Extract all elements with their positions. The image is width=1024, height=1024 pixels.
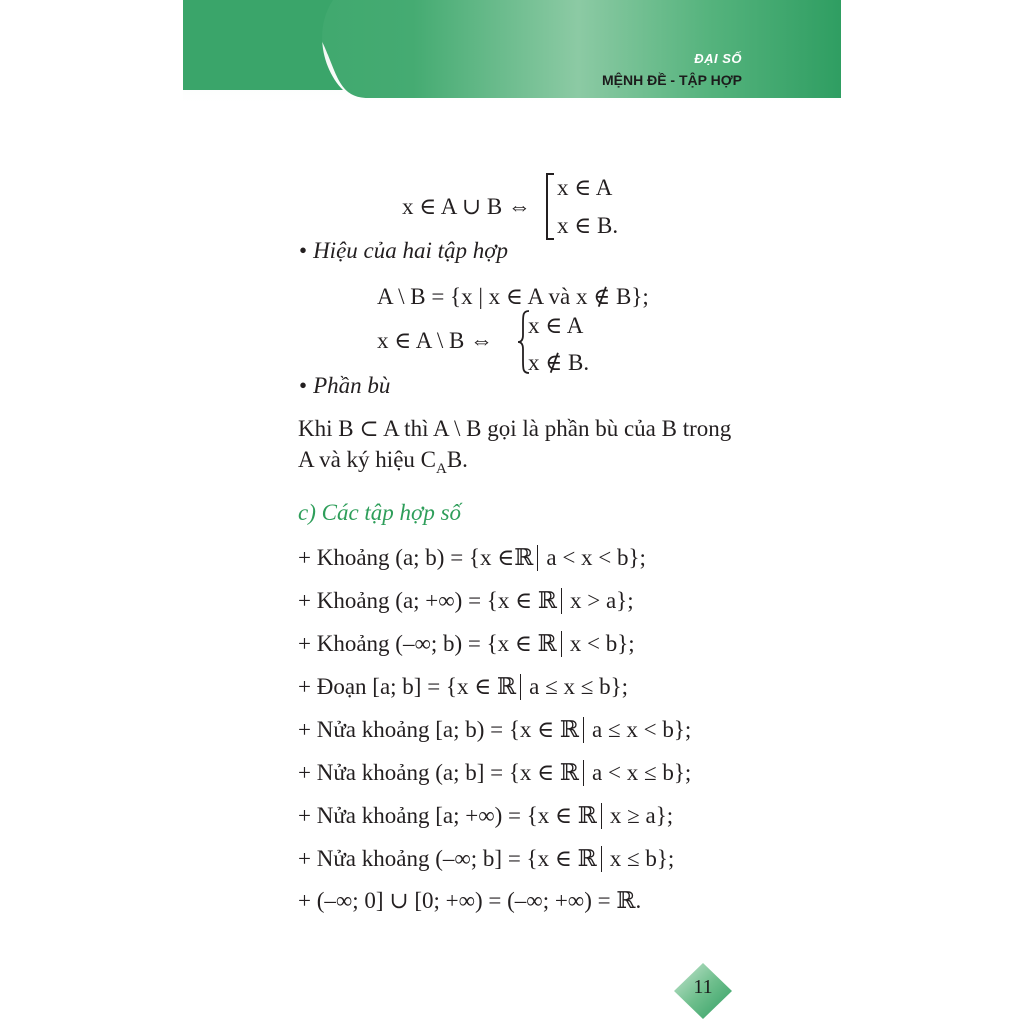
page-number: 11	[693, 976, 713, 998]
number-set-item	[298, 631, 635, 657]
chapter-title: MỆNH ĐỀ - TẬP HỢP	[601, 72, 742, 88]
set-builder-bar	[561, 588, 562, 614]
number-set-right: x ≤ b};	[609, 846, 675, 871]
number-set-right: a < x ≤ b};	[592, 760, 692, 785]
number-set-item	[298, 588, 634, 614]
number-set-right: a ≤ x < b};	[592, 717, 692, 742]
number-set-left: + Nửa khoảng [a; b) = {x ∈ ℝ	[298, 717, 580, 742]
number-set-right: a < x < b};	[546, 545, 646, 570]
header-banner	[183, 0, 841, 102]
difference-definition: A \ B = {x | x ∈ A và x ∉ B};	[377, 284, 649, 309]
page-number-badge	[671, 960, 735, 1022]
set-builder-bar	[601, 803, 602, 829]
difference-equivalence: x ∈ A \ B ⇔	[377, 328, 494, 353]
number-set-left: + Đoạn [a; b] = {x ∈ ℝ	[298, 674, 517, 699]
subject-label: ĐẠI SỐ	[694, 51, 742, 66]
union-bracket	[546, 173, 554, 240]
number-sets-final: + (–∞; 0] ∪ [0; +∞) = (–∞; +∞) = ℝ.	[298, 888, 642, 913]
set-builder-bar	[561, 631, 562, 657]
number-set-item	[298, 803, 673, 829]
number-set-item	[298, 545, 646, 571]
number-set-left: + Khoảng (a; b) = {x ∈ℝ	[298, 545, 534, 570]
number-set-item	[298, 846, 674, 872]
complement-text-line-1: Khi B ⊂ A thì A \ B gọi là phần bù của B trong	[298, 416, 732, 441]
book-page	[183, 0, 841, 1024]
number-set-right: x < b};	[569, 631, 635, 656]
number-set-left: + Khoảng (–∞; b) = {x ∈ ℝ	[298, 631, 557, 656]
number-set-item	[298, 717, 691, 743]
difference-heading: • Hiệu của hai tập hợp	[299, 238, 509, 263]
number-set-item	[298, 760, 691, 786]
number-set-right: a ≤ x ≤ b};	[529, 674, 628, 699]
set-builder-bar	[583, 760, 584, 786]
number-set-item	[298, 674, 628, 700]
number-set-left: + Khoảng (a; +∞) = {x ∈ ℝ	[298, 588, 557, 613]
set-builder-bar	[537, 545, 538, 571]
set-builder-bar	[520, 674, 521, 700]
union-case-2: x ∈ B.	[557, 213, 619, 238]
number-set-left: + Nửa khoảng (a; b] = {x ∈ ℝ	[298, 760, 580, 785]
number-set-right: x ≥ a};	[609, 803, 674, 828]
number-set-left: + Nửa khoảng [a; +∞) = {x ∈ ℝ	[298, 803, 597, 828]
union-equivalence: x ∈ A ∪ B ⇔	[402, 194, 531, 219]
set-builder-bar	[601, 846, 602, 872]
union-case-1: x ∈ A	[557, 175, 613, 200]
complement-heading: • Phần bù	[299, 373, 391, 398]
difference-case-1: x ∈ A	[528, 313, 584, 338]
page-header	[183, 0, 841, 102]
number-set-right: x > a};	[569, 588, 634, 613]
difference-case-2: x ∉ B.	[528, 350, 590, 375]
complement-text-line-2: A và ký hiệu $C_AB$.	[298, 447, 468, 477]
number-set-left: + Nửa khoảng (–∞; b] = {x ∈ ℝ	[298, 846, 597, 871]
section-title-number-sets: c) Các tập hợp số	[298, 500, 462, 525]
set-builder-bar	[583, 717, 584, 743]
